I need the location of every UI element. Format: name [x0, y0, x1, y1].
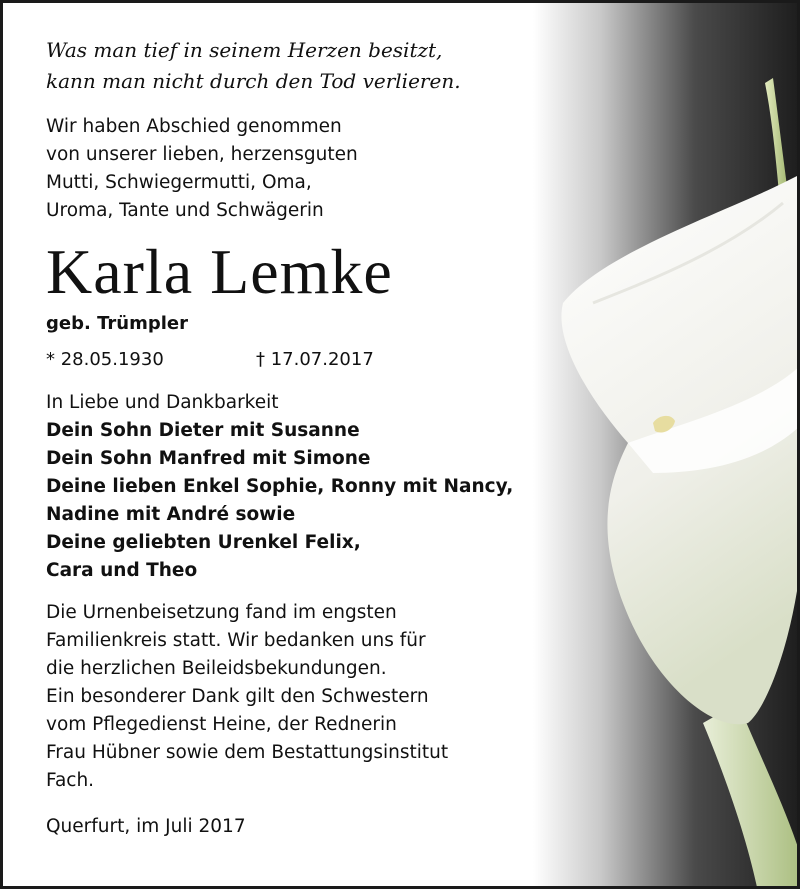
- notice-line: die herzlichen Beileidsbekundungen.: [46, 658, 387, 679]
- funeral-notice: [46, 599, 546, 795]
- calla-lily-image: [533, 3, 800, 889]
- life-dates: [46, 347, 546, 373]
- notice-line: Ein besonderer Dank gilt den Schwestern: [46, 686, 429, 707]
- notice-text: [46, 35, 546, 841]
- calla-lily-icon: [533, 3, 800, 889]
- intro-line: Mutti, Schwiegermutti, Oma,: [46, 172, 312, 193]
- birth-name: geb. Trümpler: [46, 313, 188, 334]
- intro-line: von unserer lieben, herzensguten: [46, 144, 358, 165]
- family-member: Deine lieben Enkel Sophie, Ronny mit Nancy,: [46, 476, 514, 497]
- motto: [46, 35, 546, 97]
- notice-line: Fach.: [46, 770, 95, 791]
- family-member: Dein Sohn Dieter mit Susanne: [46, 420, 360, 441]
- birth-date: * 28.05.1930: [46, 349, 164, 370]
- intro-line: Wir haben Abschied genommen: [46, 116, 342, 137]
- deceased-name: Karla Lemke: [46, 236, 393, 307]
- family-opening: In Liebe und Dankbarkeit: [46, 392, 279, 413]
- death-date: † 17.07.2017: [256, 349, 374, 370]
- family-member: Dein Sohn Manfred mit Simone: [46, 448, 371, 469]
- intro-line: Uroma, Tante und Schwägerin: [46, 200, 324, 221]
- motto-line: kann man nicht durch den Tod verlieren.: [46, 69, 461, 93]
- motto-line: Was man tief in seinem Herzen besitzt,: [46, 38, 443, 62]
- family-member: Deine geliebten Urenkel Felix,: [46, 532, 361, 553]
- notice-line: Familienkreis statt. Wir bedanken uns für: [46, 630, 426, 651]
- notice-line: vom Pflegedienst Heine, der Rednerin: [46, 714, 397, 735]
- notice-line: Frau Hübner sowie dem Bestattungsinstitut: [46, 742, 449, 763]
- family-member: Cara und Theo: [46, 560, 198, 581]
- family-list: [46, 389, 546, 585]
- family-member: Nadine mit André sowie: [46, 504, 296, 525]
- notice-line: Die Urnenbeisetzung fand im engsten: [46, 602, 397, 623]
- intro: [46, 113, 546, 225]
- place-and-date: Querfurt, im Juli 2017: [46, 816, 246, 837]
